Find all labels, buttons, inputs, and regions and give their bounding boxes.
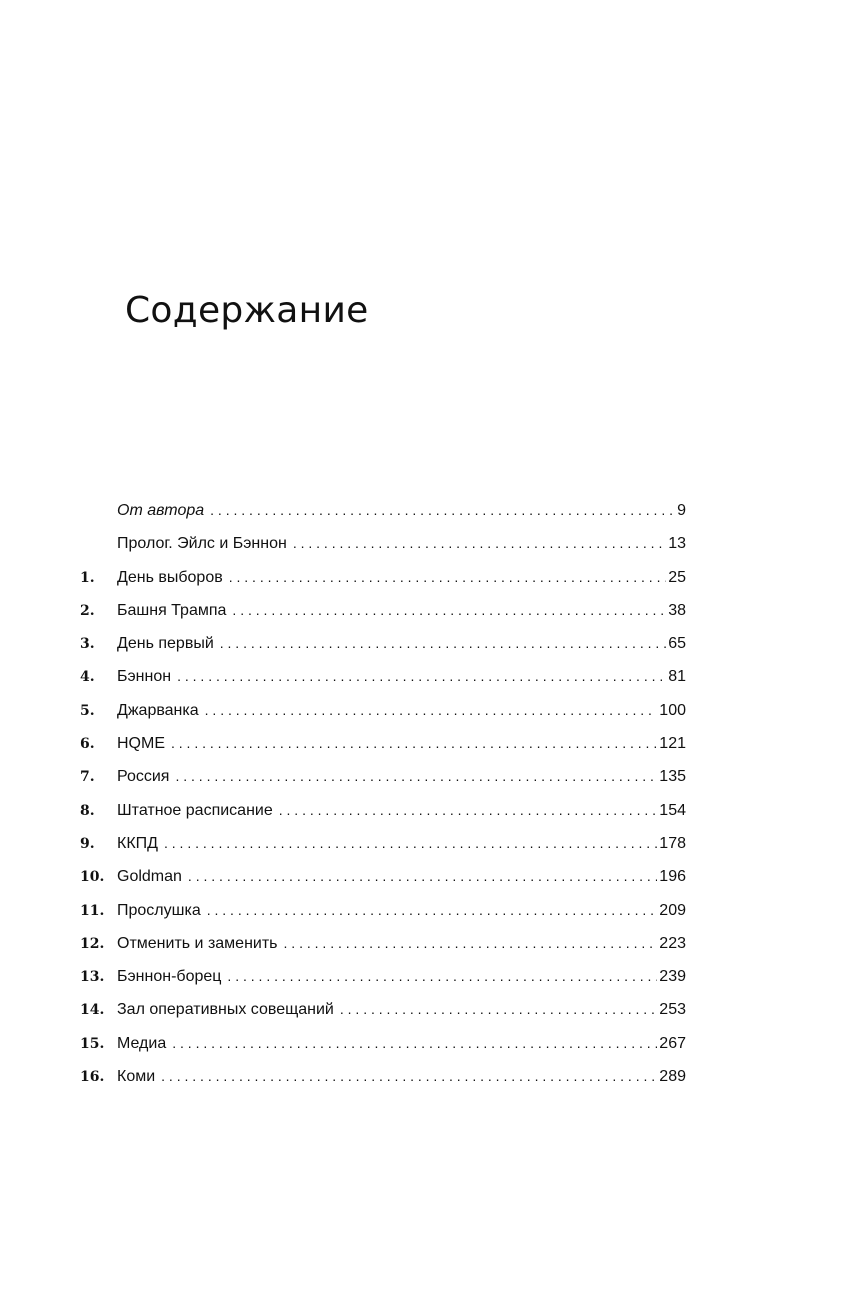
chapter-number: 10. [80,869,105,886]
chapter-title: День первый [117,627,220,660]
toc-entry[interactable] [80,494,686,527]
toc-entry[interactable] [80,794,686,827]
toc-entry[interactable] [80,594,686,627]
toc-entry[interactable] [80,993,686,1026]
page-number: 81 [666,660,686,693]
dot-leader [284,927,658,960]
dot-leader [207,894,658,927]
dot-leader [210,494,675,527]
page-number: 100 [657,694,686,727]
chapter-number: 11. [80,902,105,919]
page-number: 209 [657,894,686,927]
dot-leader [205,694,658,727]
chapter-number: 6. [80,736,95,753]
dot-leader [177,660,666,693]
chapter-number: 16. [80,1069,105,1086]
chapter-number: 5. [80,702,95,719]
dot-leader [220,627,666,660]
chapter-title: Пролог. Эйлс и Бэннон [117,527,293,560]
page-title: Содержание [125,290,369,331]
chapter-title: Зал оперативных совещаний [117,993,340,1026]
page-number: 223 [657,927,686,960]
chapter-number: 15. [80,1035,105,1052]
toc-entry[interactable] [80,860,686,893]
dot-leader [172,1027,657,1060]
page-number: 289 [657,1060,686,1093]
toc-entry[interactable] [80,960,686,993]
dot-leader [175,760,657,793]
chapter-title: Прослушка [117,894,207,927]
dot-leader [171,727,657,760]
page-number: 65 [666,627,686,660]
chapter-number: 4. [80,669,95,686]
chapter-number: 14. [80,1002,105,1019]
page-number: 38 [666,594,686,627]
toc-entry[interactable] [80,660,686,693]
toc-entry[interactable] [80,694,686,727]
toc-entry[interactable] [80,1027,686,1060]
chapter-number: 7. [80,769,95,786]
chapter-number: 3. [80,636,95,653]
dot-leader [188,860,657,893]
page-number: 239 [657,960,686,993]
chapter-number: 13. [80,969,105,986]
page-number: 253 [657,993,686,1026]
page-number: 135 [657,760,686,793]
dot-leader [229,561,666,594]
dot-leader [279,794,658,827]
toc-entry[interactable] [80,727,686,760]
toc-entry[interactable] [80,561,686,594]
chapter-number: 2. [80,602,95,619]
dot-leader [232,594,666,627]
chapter-title: Отменить и заменить [117,927,284,960]
chapter-title: Goldman [117,860,188,893]
chapter-title: Бэннон [117,660,177,693]
chapter-title: Коми [117,1060,161,1093]
toc-entry[interactable] [80,760,686,793]
chapter-title: Башня Трампа [117,594,232,627]
dot-leader [227,960,657,993]
page-number: 121 [657,727,686,760]
dot-leader [340,993,657,1026]
dot-leader [293,527,666,560]
toc-entry[interactable] [80,1060,686,1093]
chapter-title: Россия [117,760,175,793]
page-number: 154 [657,794,686,827]
toc-entry[interactable] [80,894,686,927]
chapter-number: 8. [80,802,95,819]
chapter-number: 12. [80,935,105,952]
chapter-title: HQME [117,727,171,760]
page-number: 13 [666,527,686,560]
chapter-title: Джарванка [117,694,205,727]
page-number: 178 [657,827,686,860]
chapter-title: Медиа [117,1027,172,1060]
toc-entry[interactable] [80,627,686,660]
chapter-title: Штатное расписание [117,794,279,827]
chapter-number: 1. [80,569,95,586]
toc-entry[interactable] [80,527,686,560]
page-number: 25 [666,561,686,594]
toc-entry[interactable] [80,927,686,960]
chapter-number: 9. [80,835,95,852]
page-number: 9 [675,494,686,527]
dot-leader [164,827,657,860]
chapter-title: Бэннон-борец [117,960,227,993]
dot-leader [161,1060,657,1093]
page-number: 267 [657,1027,686,1060]
page-number: 196 [657,860,686,893]
chapter-title: От автора [117,494,210,527]
table-of-contents [80,494,686,1093]
chapter-title: День выборов [117,561,229,594]
toc-entry[interactable] [80,827,686,860]
chapter-title: ККПД [117,827,164,860]
